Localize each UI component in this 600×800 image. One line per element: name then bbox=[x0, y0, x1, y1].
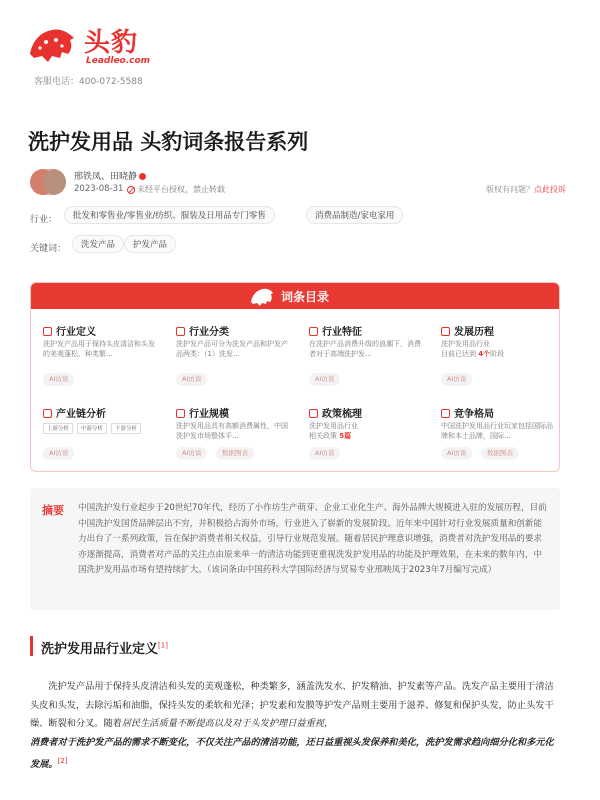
catalog-item-definition[interactable] bbox=[43, 323, 163, 401]
catalog-item-title: 行业分类 bbox=[189, 327, 229, 338]
catalog-item-title: 竞争格局 bbox=[454, 409, 494, 420]
ai-interview-chip[interactable]: AI访谈 bbox=[309, 447, 340, 460]
catalog-item-chain[interactable] bbox=[43, 405, 163, 472]
catalog-item-title: 行业定义 bbox=[56, 327, 96, 338]
catalog-item-desc: 中国洗护发用品行业玩家包括国际品牌和本土品牌，国际... bbox=[441, 422, 553, 440]
catalog-item-desc: 洗护发产品用于保持头皮清洁和头发的美观蓬松，种类繁... bbox=[43, 340, 155, 358]
downstream-chip[interactable]: 下游分析 bbox=[111, 423, 141, 434]
keyword-tag[interactable]: 护发产品 bbox=[124, 235, 176, 253]
leopard-logo-icon bbox=[26, 24, 78, 64]
section-title: 洗护发用品行业定义 bbox=[41, 642, 159, 658]
copyright-notice bbox=[127, 184, 225, 195]
catalog-item-policy[interactable] bbox=[309, 405, 429, 472]
ai-interview-chip[interactable]: AI访谈 bbox=[43, 373, 74, 386]
catalog-item-feature[interactable] bbox=[309, 323, 429, 401]
catalog-item-desc: 在洗护产品消费升级的浪潮下，消费者对于高端洗护发... bbox=[309, 340, 421, 358]
feature-icon bbox=[309, 327, 318, 336]
copyright-text: 未经平台授权，禁止转载 bbox=[137, 185, 225, 194]
publish-date: 2023-08-31 bbox=[74, 184, 124, 194]
catalog-item-title: 行业特征 bbox=[322, 327, 362, 338]
catalog-item-desc: 洗护发用品行业 相关政策 5篇 bbox=[309, 422, 358, 440]
competition-icon bbox=[441, 409, 450, 418]
section-heading bbox=[30, 636, 168, 656]
industry-label: 行业： bbox=[30, 215, 58, 225]
author-badge-icon bbox=[139, 173, 146, 180]
footnote-ref[interactable]: [2] bbox=[57, 757, 68, 765]
leadleo-logo[interactable] bbox=[26, 18, 156, 70]
footnote-ref[interactable]: [1] bbox=[158, 642, 168, 650]
abstract-label: 摘要 bbox=[42, 504, 64, 517]
leopard-icon bbox=[249, 286, 275, 308]
body-text-bold-italic: 消费者对于洗护发产品的需求不断变化，不仅关注产品的清洁功能，还日益重视头发保养和美化，洗护发需求趋向细分化和多元化发展。 bbox=[30, 736, 554, 771]
customer-hotline: 客服电话：400-072-5588 bbox=[34, 77, 143, 87]
definition-icon bbox=[43, 327, 52, 336]
chain-icon bbox=[43, 409, 52, 418]
question-text: 版权有问题？ bbox=[486, 185, 534, 194]
catalog-item-classification[interactable] bbox=[176, 323, 296, 401]
body-paragraph bbox=[30, 678, 562, 775]
catalog-item-title: 产业链分析 bbox=[56, 409, 106, 420]
authors[interactable] bbox=[74, 169, 146, 182]
ai-interview-chip[interactable]: AI访谈 bbox=[43, 447, 74, 460]
author-avatar bbox=[30, 169, 66, 195]
history-icon bbox=[441, 327, 450, 336]
midstream-chip[interactable]: 中游分析 bbox=[77, 423, 107, 434]
catalog-header bbox=[31, 283, 559, 309]
complaint-link[interactable]: 点此投诉 bbox=[534, 185, 566, 194]
catalog-title: 词条目录 bbox=[281, 290, 330, 304]
classification-icon bbox=[176, 327, 185, 336]
copyright-question bbox=[486, 184, 566, 195]
catalog-item-title: 发展历程 bbox=[454, 327, 494, 338]
abstract-box bbox=[30, 488, 560, 610]
catalog-item-desc: 洗护发用品行业 目前已达到 4个阶段 bbox=[441, 340, 505, 358]
ai-interview-chip[interactable]: AI访谈 bbox=[176, 373, 207, 386]
author-names: 邢铁凤、田晓静 bbox=[74, 172, 138, 182]
body-text-italic: 居民生活质量不断提高以及对于头发护理日益重视， bbox=[121, 718, 334, 729]
ai-interview-chip[interactable]: AI访谈 bbox=[441, 447, 472, 460]
ai-interview-chip[interactable]: AI访谈 bbox=[441, 373, 472, 386]
catalog-item-title: 行业规模 bbox=[189, 409, 229, 420]
keywords-label: 关键词： bbox=[30, 244, 67, 254]
logo-text-en: Leadleo.com bbox=[86, 56, 151, 66]
page-title: 洗护发用品 头豹词条报告系列 bbox=[28, 130, 309, 154]
scale-icon bbox=[176, 409, 185, 418]
data-chart-chip[interactable]: 数据图表 bbox=[216, 447, 254, 460]
body-text: 洗护发产品用于保持头皮清洁和头发的美观蓬松，种类繁多，涵盖洗发水、护发精油、护发素等产品。洗发产品主要用于清洁头皮和头发，去除污垢和油脂，保持头发的柔软和光泽；护发素和发膜等护发产品则主要用于滋养、修复和保护头发，防止头发干燥、断裂和分叉。随着 bbox=[30, 681, 554, 729]
catalog-item-desc: 洗护发产品可分为洗发产品和护发产品两类：（1）洗发... bbox=[176, 340, 288, 358]
abstract-text: 中国洗护发行业起步于20世纪70年代，经历了小作坊生产萌芽、企业工业化生产、海外品牌大规模进入驻的发展历程，目前中国洗护发国货品牌层出不穷，并积极拾占海外市场，行业进入了崭新的发展阶段。近年来中国针对行业发展质量和创新能力出台了一系列政策，旨在保护消费者相关权益，引导行业规范发展。随着居民护理意识增强，消费者对洗护发用品的要求亦逐渐提高，消费者对产品的关注点由原来单一的清洁功能到更重视洗发护发用品的功能及护理效果，在未来的数年内，中国洗护发用品市场有望持续扩大。（该词条由中国药科大学国际经济与贸易专业邢映凤于2023年7月编写完成） bbox=[78, 503, 547, 575]
catalog-item-desc: 洗护发用品具有高额消费属性，中国洗护发市场整体平... bbox=[176, 422, 288, 440]
catalog-item-competition[interactable] bbox=[441, 405, 560, 472]
industry-tag[interactable]: 消费品制造/家电家用 bbox=[306, 206, 403, 224]
upstream-chip[interactable]: 上游分析 bbox=[43, 423, 73, 434]
keyword-tag[interactable]: 洗发产品 bbox=[72, 235, 124, 253]
catalog-panel bbox=[30, 282, 560, 472]
logo-text-cn: 头豹 bbox=[84, 28, 139, 58]
policy-icon bbox=[309, 409, 318, 418]
catalog-item-scale[interactable] bbox=[176, 405, 296, 472]
prohibited-icon bbox=[127, 186, 135, 194]
ai-interview-chip[interactable]: AI访谈 bbox=[176, 447, 207, 460]
ai-interview-chip[interactable]: AI访谈 bbox=[309, 373, 340, 386]
catalog-item-history[interactable] bbox=[441, 323, 560, 401]
data-chart-chip[interactable]: 数据图表 bbox=[481, 447, 519, 460]
catalog-item-title: 政策梳理 bbox=[322, 409, 362, 420]
industry-tag[interactable]: 批发和零售业/零售业/纺织、服装及日用品专门零售 bbox=[64, 206, 275, 224]
